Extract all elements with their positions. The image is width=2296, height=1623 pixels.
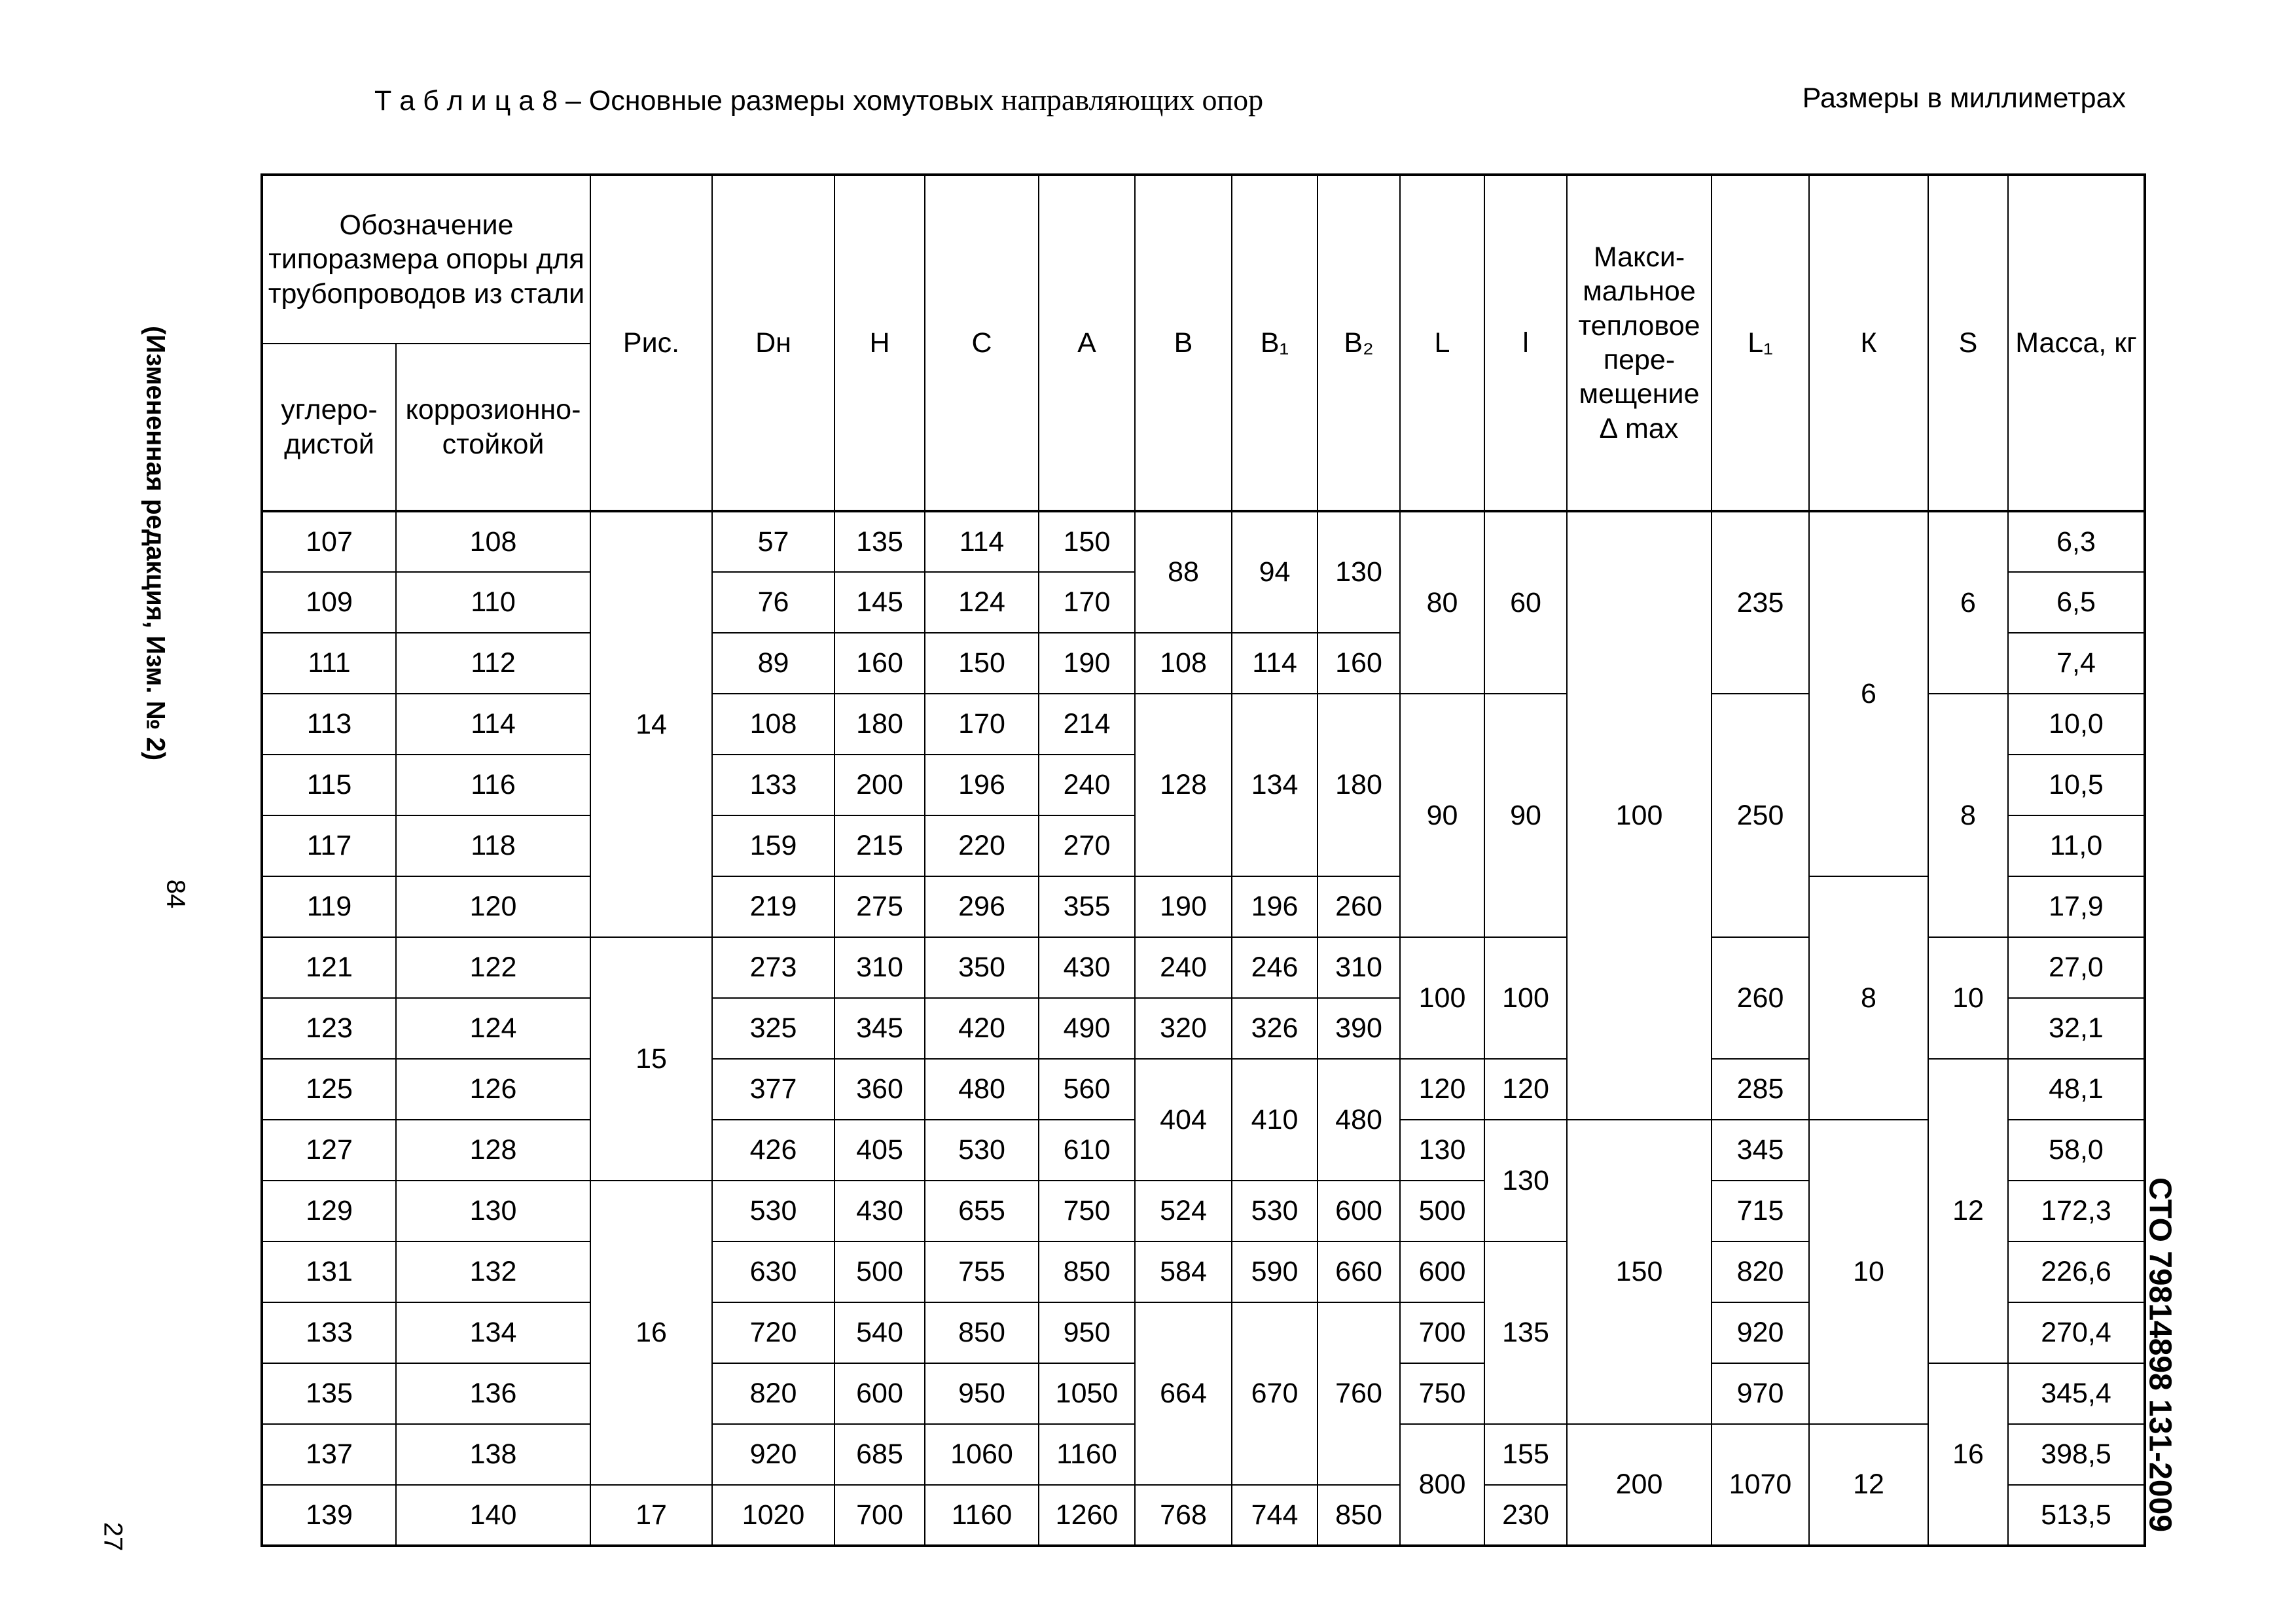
page-number-outer: 84	[161, 879, 190, 909]
table-row	[262, 511, 2145, 572]
cell-b: 88	[1135, 511, 1232, 633]
header-h: H	[834, 175, 925, 511]
cell-stainless: 134	[396, 1302, 590, 1363]
cell-carbon: 107	[262, 511, 396, 572]
cell-dn: 426	[712, 1120, 834, 1181]
cell-carbon: 109	[262, 572, 396, 633]
cell-b: 240	[1135, 937, 1232, 998]
cell-mass: 10,5	[2008, 755, 2145, 815]
cell-dn: 377	[712, 1059, 834, 1120]
header-a: A	[1039, 175, 1135, 511]
cell-a: 150	[1039, 511, 1135, 572]
cell-l-big: 80	[1400, 511, 1484, 694]
cell-mass: 27,0	[2008, 937, 2145, 998]
cell-l-big: 120	[1400, 1059, 1484, 1120]
header-c: C	[925, 175, 1039, 511]
cell-dn: 325	[712, 998, 834, 1059]
cell-dn: 1020	[712, 1485, 834, 1546]
cell-h: 275	[834, 876, 925, 937]
cell-mass: 32,1	[2008, 998, 2145, 1059]
cell-delta: 200	[1567, 1424, 1712, 1546]
cell-h: 360	[834, 1059, 925, 1120]
cell-c: 420	[925, 998, 1039, 1059]
cell-b2: 390	[1318, 998, 1400, 1059]
cell-c: 114	[925, 511, 1039, 572]
cell-carbon: 121	[262, 937, 396, 998]
header-carbon: углеро- дистой	[262, 344, 396, 511]
cell-a: 240	[1039, 755, 1135, 815]
cell-carbon: 133	[262, 1302, 396, 1363]
cell-mass: 172,3	[2008, 1181, 2145, 1241]
cell-stainless: 112	[396, 633, 590, 694]
cell-mass: 48,1	[2008, 1059, 2145, 1120]
cell-fig: 17	[590, 1485, 712, 1546]
cell-a: 190	[1039, 633, 1135, 694]
cell-dn: 820	[712, 1363, 834, 1424]
cell-c: 150	[925, 633, 1039, 694]
header-designation: Обозначение типоразмера опоры для трубопроводов из стали	[262, 175, 590, 344]
header-b: B	[1135, 175, 1232, 511]
cell-stainless: 120	[396, 876, 590, 937]
cell-b: 768	[1135, 1485, 1232, 1546]
cell-h: 600	[834, 1363, 925, 1424]
cell-l1: 345	[1712, 1120, 1809, 1181]
cell-l1: 920	[1712, 1302, 1809, 1363]
units-note: Размеры в миллиметрах	[1802, 82, 2126, 114]
cell-mass: 226,6	[2008, 1241, 2145, 1302]
cell-c: 1060	[925, 1424, 1039, 1485]
cell-stainless: 114	[396, 694, 590, 755]
cell-h: 345	[834, 998, 925, 1059]
cell-dn: 530	[712, 1181, 834, 1241]
cell-dn: 57	[712, 511, 834, 572]
cell-h: 135	[834, 511, 925, 572]
cell-b1: 410	[1232, 1059, 1318, 1181]
cell-mass: 10,0	[2008, 694, 2145, 755]
page-number-inner: 27	[98, 1522, 128, 1552]
cell-h: 160	[834, 633, 925, 694]
cell-mass: 270,4	[2008, 1302, 2145, 1363]
cell-carbon: 129	[262, 1181, 396, 1241]
cell-l-small: 60	[1484, 511, 1567, 694]
cell-stainless: 108	[396, 511, 590, 572]
cell-b1: 94	[1232, 511, 1318, 633]
cell-b2: 600	[1318, 1181, 1400, 1241]
cell-l1: 235	[1712, 511, 1809, 694]
header-b1: B₁	[1232, 175, 1318, 511]
cell-b1: 530	[1232, 1181, 1318, 1241]
cell-k: 10	[1809, 1120, 1928, 1424]
cell-a: 1160	[1039, 1424, 1135, 1485]
cell-mass: 7,4	[2008, 633, 2145, 694]
cell-b: 108	[1135, 633, 1232, 694]
cell-s: 12	[1928, 1059, 2008, 1363]
cell-fig: 14	[590, 511, 712, 937]
cell-stainless: 116	[396, 755, 590, 815]
cell-h: 685	[834, 1424, 925, 1485]
header-k: К	[1809, 175, 1928, 511]
cell-a: 490	[1039, 998, 1135, 1059]
cell-stainless: 130	[396, 1181, 590, 1241]
cell-stainless: 122	[396, 937, 590, 998]
cell-stainless: 140	[396, 1485, 590, 1546]
cell-a: 355	[1039, 876, 1135, 937]
document-code: СТО 79814898 131-2009	[2142, 1177, 2178, 1533]
cell-carbon: 137	[262, 1424, 396, 1485]
cell-carbon: 111	[262, 633, 396, 694]
cell-stainless: 138	[396, 1424, 590, 1485]
cell-a: 750	[1039, 1181, 1135, 1241]
cell-l-big: 500	[1400, 1181, 1484, 1241]
table-caption-suffix: направляющих опор	[1001, 83, 1264, 116]
cell-fig: 16	[590, 1181, 712, 1485]
cell-a: 950	[1039, 1302, 1135, 1363]
cell-l1: 715	[1712, 1181, 1809, 1241]
cell-dn: 108	[712, 694, 834, 755]
cell-c: 1160	[925, 1485, 1039, 1546]
cell-mass: 6,3	[2008, 511, 2145, 572]
cell-c: 530	[925, 1120, 1039, 1181]
cell-delta: 150	[1567, 1120, 1712, 1424]
cell-l-big: 800	[1400, 1424, 1484, 1546]
table-caption-prefix: Т а б л и ц а 8 – Основные размеры хомутовых	[374, 85, 1001, 116]
cell-carbon: 119	[262, 876, 396, 937]
cell-b: 664	[1135, 1302, 1232, 1485]
cell-l1: 970	[1712, 1363, 1809, 1424]
cell-h: 540	[834, 1302, 925, 1363]
cell-stainless: 132	[396, 1241, 590, 1302]
cell-carbon: 125	[262, 1059, 396, 1120]
cell-c: 170	[925, 694, 1039, 755]
cell-carbon: 113	[262, 694, 396, 755]
header-l-small: l	[1484, 175, 1567, 511]
table-row	[262, 876, 2145, 937]
cell-a: 560	[1039, 1059, 1135, 1120]
cell-c: 124	[925, 572, 1039, 633]
cell-h: 310	[834, 937, 925, 998]
cell-h: 405	[834, 1120, 925, 1181]
cell-l1: 260	[1712, 937, 1809, 1059]
cell-h: 215	[834, 815, 925, 876]
cell-mass: 17,9	[2008, 876, 2145, 937]
cell-h: 430	[834, 1181, 925, 1241]
cell-l-small: 130	[1484, 1120, 1567, 1241]
table-caption	[374, 82, 1263, 117]
cell-stainless: 124	[396, 998, 590, 1059]
cell-carbon: 123	[262, 998, 396, 1059]
cell-carbon: 135	[262, 1363, 396, 1424]
cell-b: 128	[1135, 694, 1232, 876]
cell-dn: 89	[712, 633, 834, 694]
header-l1: L₁	[1712, 175, 1809, 511]
cell-dn: 720	[712, 1302, 834, 1363]
cell-b: 404	[1135, 1059, 1232, 1181]
cell-a: 610	[1039, 1120, 1135, 1181]
cell-a: 214	[1039, 694, 1135, 755]
cell-c: 350	[925, 937, 1039, 998]
cell-l-small: 90	[1484, 694, 1567, 937]
header-dn: Dн	[712, 175, 834, 511]
cell-h: 200	[834, 755, 925, 815]
cell-c: 480	[925, 1059, 1039, 1120]
cell-l1: 820	[1712, 1241, 1809, 1302]
cell-b2: 180	[1318, 694, 1400, 876]
cell-b2: 760	[1318, 1302, 1400, 1485]
cell-b: 584	[1135, 1241, 1232, 1302]
header-delta: Макси- мальное тепловое пере- мещение ∆ max	[1567, 175, 1712, 511]
cell-mass: 345,4	[2008, 1363, 2145, 1424]
cell-b2: 660	[1318, 1241, 1400, 1302]
cell-mass: 513,5	[2008, 1485, 2145, 1546]
header-fig: Рис.	[590, 175, 712, 511]
cell-k: 12	[1809, 1424, 1928, 1546]
cell-stainless: 126	[396, 1059, 590, 1120]
header-mass: Масса, кг	[2008, 175, 2145, 511]
cell-b: 524	[1135, 1181, 1232, 1241]
cell-b2: 260	[1318, 876, 1400, 937]
cell-h: 500	[834, 1241, 925, 1302]
cell-fig: 15	[590, 937, 712, 1181]
cell-c: 296	[925, 876, 1039, 937]
cell-mass: 398,5	[2008, 1424, 2145, 1485]
dimensions-table	[260, 173, 2146, 1547]
cell-carbon: 131	[262, 1241, 396, 1302]
cell-b1: 590	[1232, 1241, 1318, 1302]
cell-b2: 310	[1318, 937, 1400, 998]
cell-a: 1260	[1039, 1485, 1135, 1546]
cell-l-small: 100	[1484, 937, 1567, 1059]
cell-stainless: 118	[396, 815, 590, 876]
header-stainless: коррозионно- стойкой	[396, 344, 590, 511]
cell-a: 850	[1039, 1241, 1135, 1302]
cell-b2: 160	[1318, 633, 1400, 694]
cell-b1: 670	[1232, 1302, 1318, 1485]
cell-stainless: 136	[396, 1363, 590, 1424]
cell-carbon: 117	[262, 815, 396, 876]
cell-l-big: 100	[1400, 937, 1484, 1059]
cell-mass: 6,5	[2008, 572, 2145, 633]
cell-s: 8	[1928, 694, 2008, 937]
cell-b1: 134	[1232, 694, 1318, 876]
cell-delta: 100	[1567, 511, 1712, 1120]
cell-l1: 1070	[1712, 1424, 1809, 1546]
cell-c: 950	[925, 1363, 1039, 1424]
cell-b2: 850	[1318, 1485, 1400, 1546]
header-s: S	[1928, 175, 2008, 511]
cell-dn: 76	[712, 572, 834, 633]
cell-l1: 285	[1712, 1059, 1809, 1120]
cell-k: 8	[1809, 876, 1928, 1120]
header-b2: B₂	[1318, 175, 1400, 511]
cell-a: 270	[1039, 815, 1135, 876]
cell-dn: 630	[712, 1241, 834, 1302]
cell-k: 6	[1809, 511, 1928, 876]
cell-l-small: 155	[1484, 1424, 1567, 1485]
cell-b1: 326	[1232, 998, 1318, 1059]
cell-l-small: 230	[1484, 1485, 1567, 1546]
cell-h: 180	[834, 694, 925, 755]
cell-c: 850	[925, 1302, 1039, 1363]
cell-l1: 250	[1712, 694, 1809, 937]
cell-carbon: 115	[262, 755, 396, 815]
cell-s: 6	[1928, 511, 2008, 694]
cell-l-big: 90	[1400, 694, 1484, 937]
cell-s: 16	[1928, 1363, 2008, 1546]
cell-carbon: 127	[262, 1120, 396, 1181]
cell-dn: 133	[712, 755, 834, 815]
cell-c: 655	[925, 1181, 1039, 1241]
cell-l-small: 120	[1484, 1059, 1567, 1120]
cell-b1: 744	[1232, 1485, 1318, 1546]
cell-carbon: 139	[262, 1485, 396, 1546]
cell-mass: 11,0	[2008, 815, 2145, 876]
cell-l-small: 135	[1484, 1241, 1567, 1424]
cell-h: 145	[834, 572, 925, 633]
cell-dn: 273	[712, 937, 834, 998]
header-l-big: L	[1400, 175, 1484, 511]
cell-b: 190	[1135, 876, 1232, 937]
cell-b: 320	[1135, 998, 1232, 1059]
cell-b1: 246	[1232, 937, 1318, 998]
cell-c: 220	[925, 815, 1039, 876]
cell-dn: 920	[712, 1424, 834, 1485]
cell-a: 430	[1039, 937, 1135, 998]
cell-mass: 58,0	[2008, 1120, 2145, 1181]
cell-c: 755	[925, 1241, 1039, 1302]
cell-h: 700	[834, 1485, 925, 1546]
cell-l-big: 130	[1400, 1120, 1484, 1181]
cell-l-big: 600	[1400, 1241, 1484, 1302]
cell-stainless: 110	[396, 572, 590, 633]
cell-b2: 480	[1318, 1059, 1400, 1181]
cell-b1: 114	[1232, 633, 1318, 694]
cell-c: 196	[925, 755, 1039, 815]
cell-stainless: 128	[396, 1120, 590, 1181]
cell-b1: 196	[1232, 876, 1318, 937]
cell-l-big: 750	[1400, 1363, 1484, 1424]
cell-dn: 219	[712, 876, 834, 937]
revision-note: (Измененная редакция, Изм. № 2)	[141, 325, 170, 761]
cell-b2: 130	[1318, 511, 1400, 633]
cell-a: 1050	[1039, 1363, 1135, 1424]
cell-a: 170	[1039, 572, 1135, 633]
cell-dn: 159	[712, 815, 834, 876]
cell-s: 10	[1928, 937, 2008, 1059]
cell-l-big: 700	[1400, 1302, 1484, 1363]
